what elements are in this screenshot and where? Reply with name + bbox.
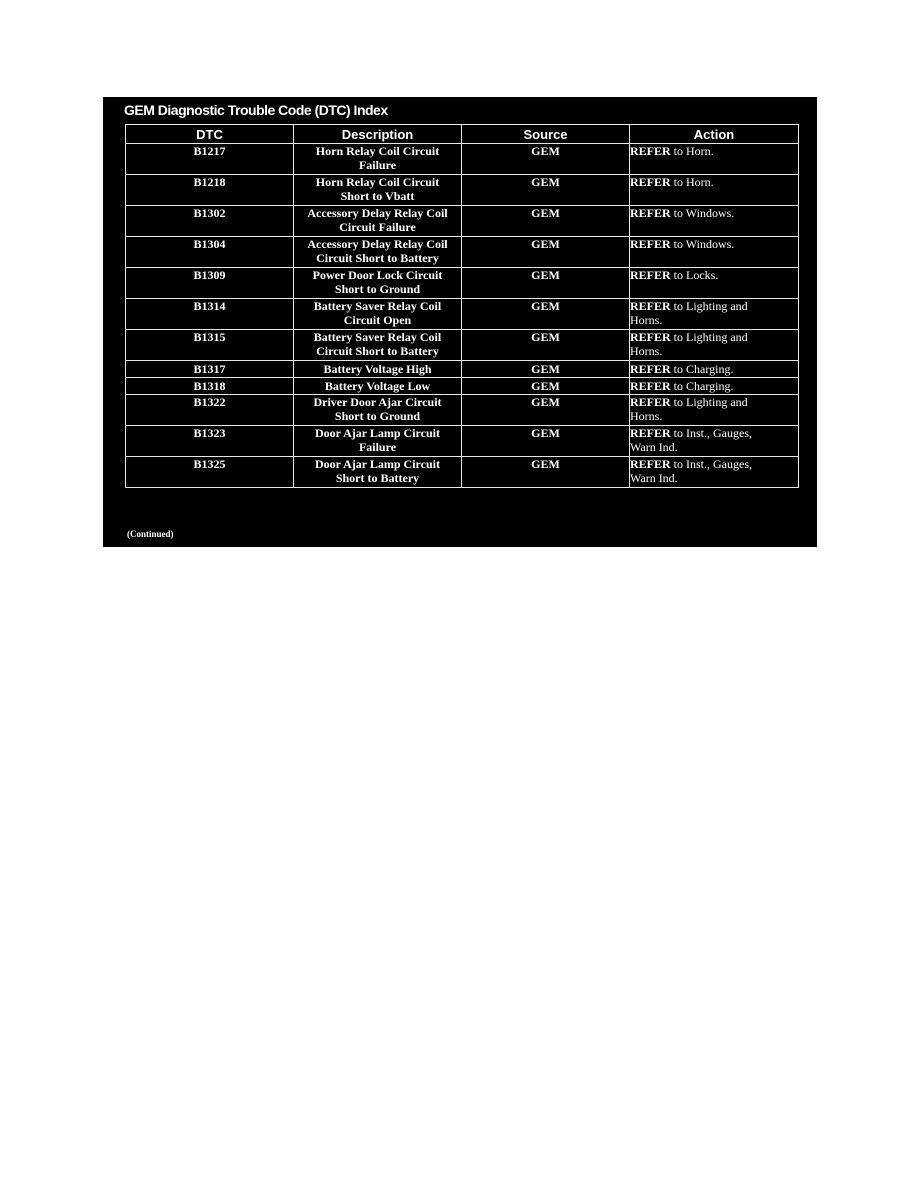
dtc-description (294, 378, 462, 395)
description-line-1: Horn Relay Coil Circuit (315, 175, 440, 189)
dtc-code: B1322 (126, 395, 294, 426)
refer-keyword: REFER (630, 144, 671, 158)
action-line-1 (630, 175, 798, 189)
table-title: GEM Diagnostic Trouble Code (DTC) Index (124, 102, 388, 118)
dtc-action (630, 361, 799, 378)
dtc-action (630, 426, 799, 457)
dtc-code: B1217 (126, 144, 294, 175)
dtc-description (294, 144, 462, 175)
table-row (126, 378, 799, 395)
dtc-source: GEM (462, 330, 630, 361)
dtc-code: B1315 (126, 330, 294, 361)
dtc-source: GEM (462, 395, 630, 426)
refer-keyword: REFER (630, 362, 671, 376)
dtc-table (125, 124, 799, 488)
table-row (126, 330, 799, 361)
refer-keyword: REFER (630, 237, 671, 251)
description-line-1: Power Door Lock Circuit (312, 268, 443, 282)
action-target: to Locks. (673, 268, 719, 282)
action-target: to Windows. (673, 237, 735, 251)
description-line-1: Accessory Delay Relay Coil (307, 237, 448, 251)
dtc-description (294, 426, 462, 457)
action-line-2: Horns. (630, 313, 663, 327)
action-line-1 (630, 395, 798, 409)
action-target: to Lighting and (673, 299, 748, 313)
header-source: Source (462, 125, 630, 144)
header-action: Action (630, 125, 799, 144)
description-line-2: Short to Vbatt (340, 189, 415, 203)
action-line-1 (630, 457, 798, 471)
table-row (126, 361, 799, 378)
action-target: to Windows. (673, 206, 735, 220)
action-line-1 (630, 330, 798, 344)
refer-keyword: REFER (630, 330, 671, 344)
dtc-source: GEM (462, 268, 630, 299)
description-line-2: Circuit Failure (339, 220, 416, 234)
dtc-source: GEM (462, 237, 630, 268)
action-line-1 (630, 144, 798, 158)
dtc-source: GEM (462, 378, 630, 395)
dtc-code: B1218 (126, 175, 294, 206)
dtc-action (630, 457, 799, 488)
dtc-code: B1323 (126, 426, 294, 457)
refer-keyword: REFER (630, 426, 671, 440)
dtc-action (630, 395, 799, 426)
dtc-source: GEM (462, 299, 630, 330)
action-target: to Inst., Gauges, (673, 426, 752, 440)
description-line-1: Battery Saver Relay Coil (313, 330, 442, 344)
action-line-1 (630, 362, 798, 376)
dtc-description (294, 175, 462, 206)
continued-note: (Continued) (127, 529, 174, 539)
refer-keyword: REFER (630, 175, 671, 189)
action-line-1 (630, 379, 798, 393)
dtc-source: GEM (462, 206, 630, 237)
action-line-2: Warn Ind. (630, 440, 678, 454)
refer-keyword: REFER (630, 379, 671, 393)
description-line-2: Failure (358, 158, 397, 172)
dtc-code: B1325 (126, 457, 294, 488)
dtc-action (630, 330, 799, 361)
refer-keyword: REFER (630, 299, 671, 313)
action-target: to Charging. (673, 379, 734, 393)
dtc-index-panel (103, 97, 817, 547)
description-line-1: Battery Voltage High (323, 362, 432, 376)
dtc-code: B1304 (126, 237, 294, 268)
refer-keyword: REFER (630, 206, 671, 220)
dtc-action (630, 378, 799, 395)
action-line-1 (630, 206, 798, 220)
dtc-action (630, 175, 799, 206)
refer-keyword: REFER (630, 457, 671, 471)
dtc-description (294, 361, 462, 378)
description-line-2: Short to Battery (335, 471, 420, 485)
action-target: to Horn. (673, 175, 714, 189)
table-body (126, 144, 799, 488)
description-line-1: Battery Saver Relay Coil (313, 299, 442, 313)
action-target: to Charging. (673, 362, 734, 376)
table-row (126, 299, 799, 330)
description-line-1: Horn Relay Coil Circuit (315, 144, 440, 158)
table-row (126, 206, 799, 237)
table-header-row (126, 125, 799, 144)
dtc-source: GEM (462, 175, 630, 206)
action-line-1 (630, 299, 798, 313)
action-target: to Lighting and (673, 395, 748, 409)
table-row (126, 175, 799, 206)
description-line-2: Circuit Open (343, 313, 412, 327)
dtc-code: B1309 (126, 268, 294, 299)
dtc-action (630, 237, 799, 268)
description-line-1: Driver Door Ajar Circuit (313, 395, 442, 409)
action-line-1 (630, 426, 798, 440)
table-row (126, 426, 799, 457)
action-line-1 (630, 237, 798, 251)
dtc-source: GEM (462, 457, 630, 488)
description-line-2: Failure (358, 440, 397, 454)
action-line-1 (630, 268, 798, 282)
action-line-2: Warn Ind. (630, 471, 678, 485)
table-row (126, 268, 799, 299)
description-line-1: Accessory Delay Relay Coil (307, 206, 448, 220)
description-line-2: Short to Ground (334, 282, 421, 296)
dtc-description (294, 299, 462, 330)
dtc-description (294, 330, 462, 361)
dtc-code: B1302 (126, 206, 294, 237)
dtc-code: B1314 (126, 299, 294, 330)
dtc-source: GEM (462, 361, 630, 378)
action-target: to Lighting and (673, 330, 748, 344)
dtc-description (294, 268, 462, 299)
description-line-2: Circuit Short to Battery (316, 344, 439, 358)
dtc-description (294, 457, 462, 488)
dtc-action (630, 206, 799, 237)
table-row (126, 457, 799, 488)
description-line-2: Short to Ground (334, 409, 421, 423)
dtc-source: GEM (462, 144, 630, 175)
refer-keyword: REFER (630, 268, 671, 282)
action-line-2: Horns. (630, 409, 663, 423)
header-dtc: DTC (126, 125, 294, 144)
dtc-description (294, 395, 462, 426)
header-description: Description (294, 125, 462, 144)
action-target: to Inst., Gauges, (673, 457, 752, 471)
dtc-description (294, 237, 462, 268)
action-target: to Horn. (673, 144, 714, 158)
dtc-code: B1317 (126, 361, 294, 378)
table-row (126, 144, 799, 175)
table-row (126, 395, 799, 426)
dtc-action (630, 144, 799, 175)
refer-keyword: REFER (630, 395, 671, 409)
table-row (126, 237, 799, 268)
dtc-action (630, 268, 799, 299)
description-line-2: Circuit Short to Battery (316, 251, 439, 265)
description-line-1: Door Ajar Lamp Circuit (315, 426, 440, 440)
description-line-1: Door Ajar Lamp Circuit (315, 457, 440, 471)
dtc-description (294, 206, 462, 237)
dtc-code: B1318 (126, 378, 294, 395)
description-line-1: Battery Voltage Low (324, 379, 431, 393)
dtc-action (630, 299, 799, 330)
dtc-source: GEM (462, 426, 630, 457)
action-line-2: Horns. (630, 344, 663, 358)
